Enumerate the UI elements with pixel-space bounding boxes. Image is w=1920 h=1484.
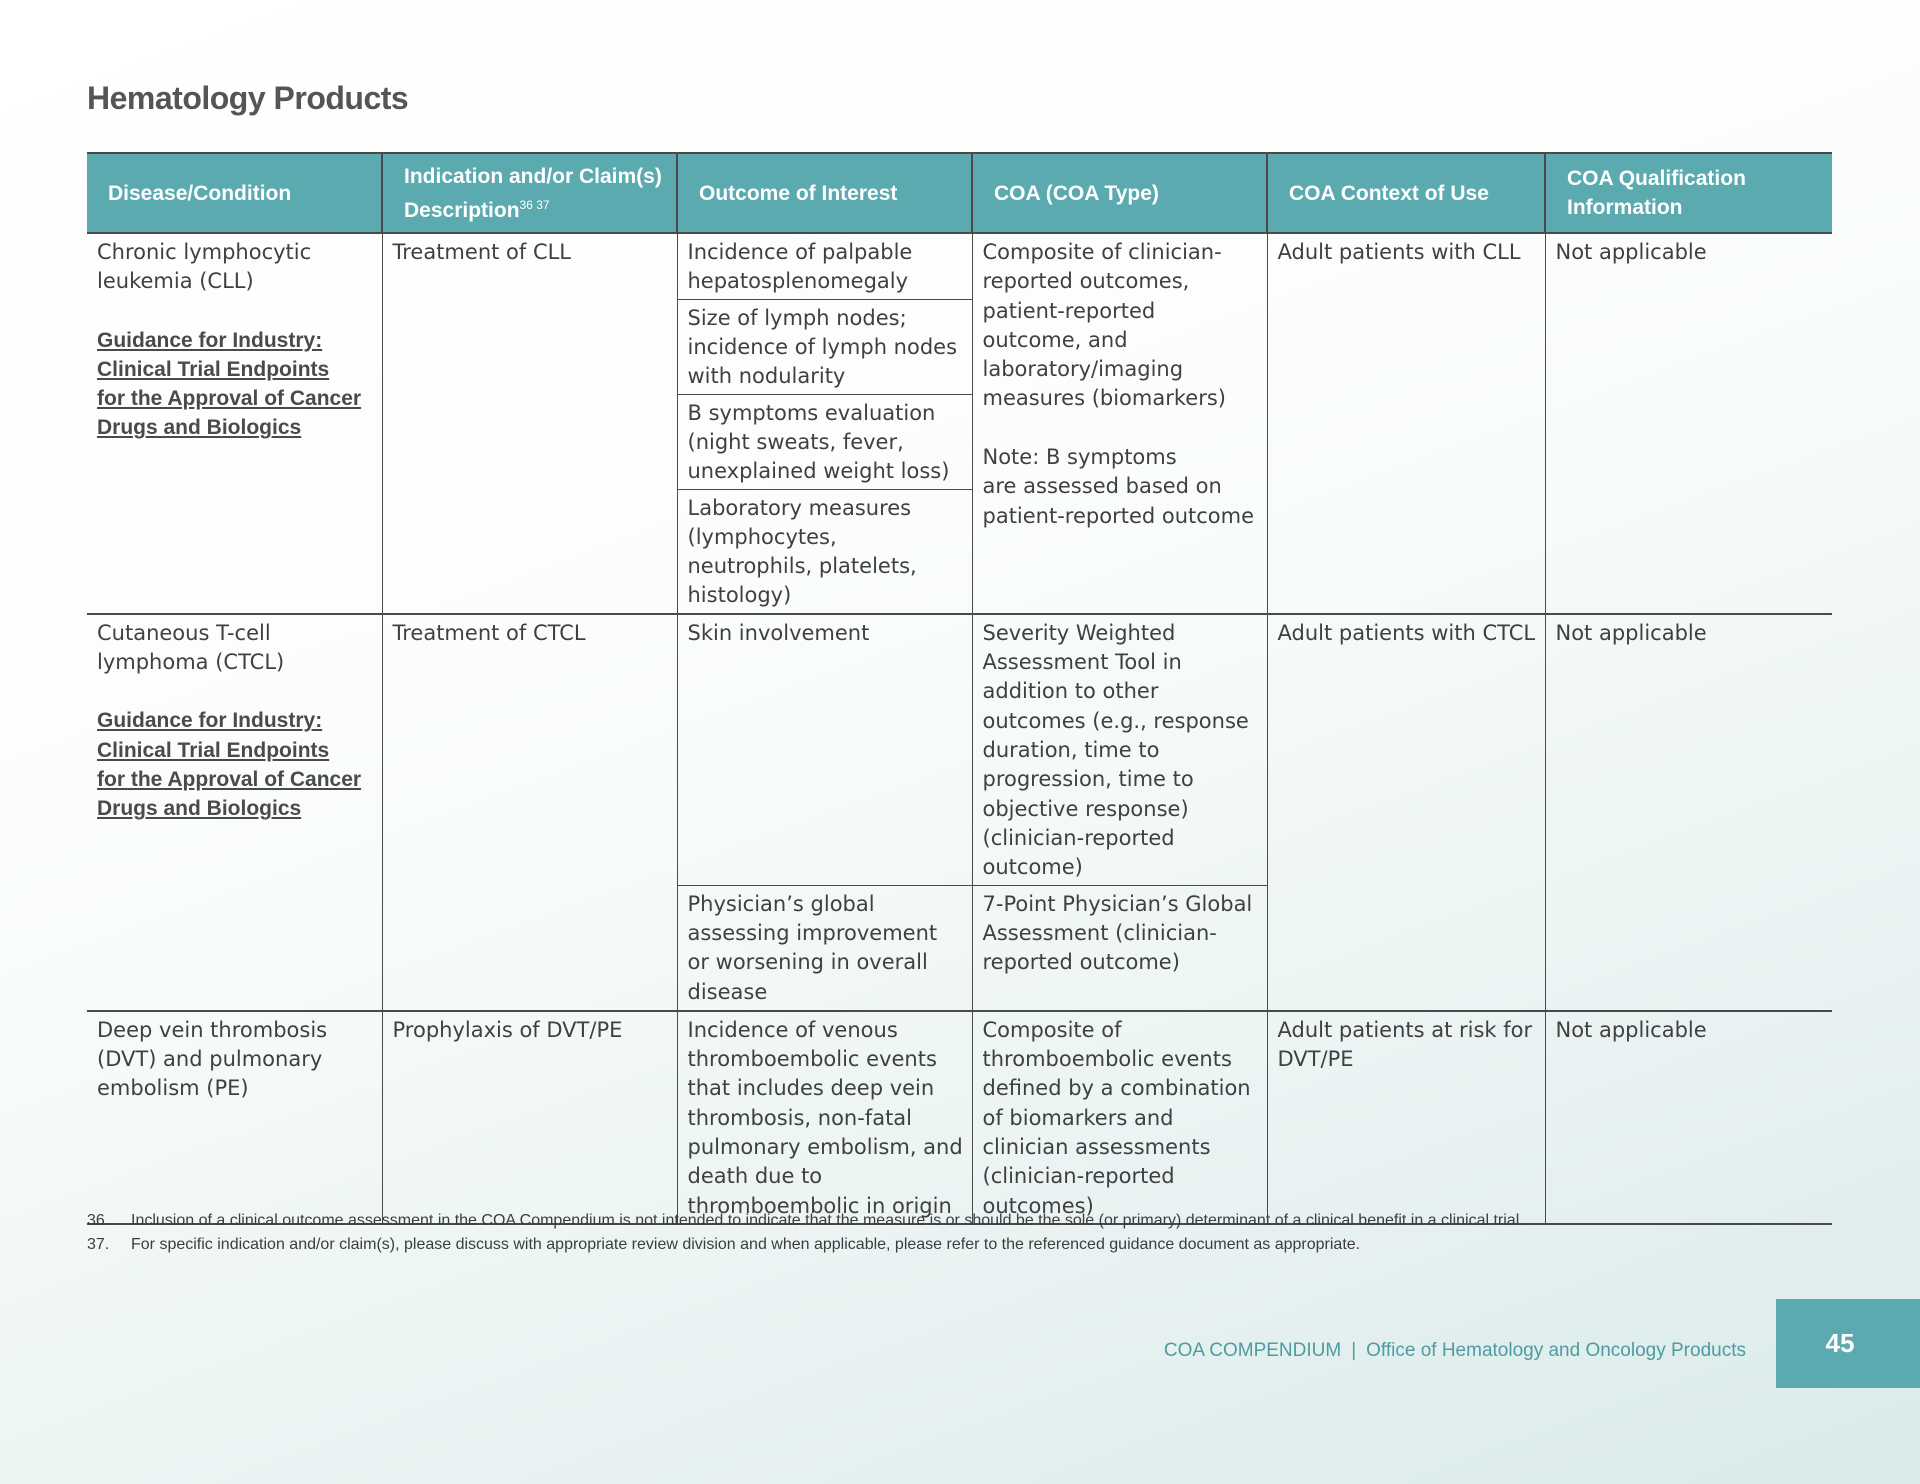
dvt-outcome: Incidence of venous thromboembolic events that includes deep vein thrombosis, non-fatal pulmonary embolism, and death due to thromboembolic in origin: [677, 1011, 972, 1224]
cll-outcome-4: Laboratory measures (lymphocytes, neutrophils, platelets, histology): [677, 489, 972, 614]
footnote-number: 37.: [87, 1236, 110, 1253]
hematology-table: [87, 152, 1832, 1225]
footnote-text: Inclusion of a clinical outcome assessment in the COA Compendium is not intended to indicate that the measure is or should be the sole (or primary) determinant of a clinical benefit in a clinical trial.: [131, 1212, 1524, 1229]
dvt-qualification: Not applicable: [1545, 1011, 1832, 1224]
ctcl-indication: Treatment of CTCL: [382, 614, 677, 1011]
dvt-coa: Composite of thromboembolic events defined by a combination of biomarkers and clinician assessments (clinician-reported outcomes): [972, 1011, 1267, 1224]
table-header-row: [87, 153, 1832, 233]
cll-outcome-1: Incidence of palpable hepatosplenomegaly: [677, 233, 972, 299]
footer-office: Office of Hematology and Oncology Products: [1366, 1340, 1746, 1361]
footnote-number: 36.: [87, 1212, 110, 1229]
ctcl-guidance-link[interactable]: Guidance for Industry: Clinical Trial Endpoints for the Approval of Cancer Drugs and Biologics: [97, 709, 362, 821]
cll-disease-cell: [87, 233, 382, 614]
cll-indication: Treatment of CLL: [382, 233, 677, 614]
table-row: [87, 1011, 1832, 1224]
header-outcome: Outcome of Interest: [677, 153, 972, 233]
page-title: Hematology Products: [87, 80, 409, 116]
cll-disease: Chronic lymphocytic leukemia (CLL): [97, 240, 312, 294]
ctcl-context: Adult patients with CTCL: [1267, 614, 1545, 1011]
footnote-37: [87, 1233, 1867, 1257]
footnotes: [87, 1209, 1867, 1257]
header-indication: [382, 153, 677, 233]
ctcl-outcome-1: Skin involvement: [677, 614, 972, 886]
cll-coa: Composite of clinician-reported outcomes, patient-reported outcome, and laboratory/imaging measures (biomarkers) Note: B symptoms are assessed based on patient-reported outcome: [972, 233, 1267, 614]
header-context: COA Context of Use: [1267, 153, 1545, 233]
ctcl-coa-2: 7-Point Physician’s Global Assessment (clinician-reported outcome): [972, 885, 1267, 1011]
table-row: [87, 233, 1832, 299]
header-disease: Disease/Condition: [87, 153, 382, 233]
footer: [1164, 1340, 1746, 1362]
ctcl-outcome-2: Physician’s global assessing improvement or worsening in overall disease: [677, 885, 972, 1011]
header-coa: COA (COA Type): [972, 153, 1267, 233]
footer-publication: COA COMPENDIUM: [1163, 1340, 1342, 1361]
dvt-disease: Deep vein thrombosis (DVT) and pulmonary embolism (PE): [87, 1011, 382, 1224]
page-number-box: [1776, 1299, 1920, 1388]
page-number: 45: [1825, 1328, 1855, 1358]
cll-outcome-3: B symptoms evaluation (night sweats, fever, unexplained weight loss): [677, 394, 972, 489]
ctcl-disease: Cutaneous T-cell lymphoma (CTCL): [97, 620, 285, 675]
dvt-indication: Prophylaxis of DVT/PE: [382, 1011, 677, 1224]
footnote-36: [87, 1209, 1867, 1233]
cll-qualification: Not applicable: [1545, 233, 1832, 614]
footnote-text: For specific indication and/or claim(s), please discuss with appropriate review division and when applicable, please refer to the referenced guidance document as appropriate.: [131, 1236, 1361, 1253]
ctcl-coa-1: Severity Weighted Assessment Tool in addition to other outcomes (e.g., response duration, time to progression, time to objective response) (clinician-reported outcome): [972, 614, 1267, 886]
ctcl-disease-cell: [87, 614, 382, 1011]
header-indication-footnote-refs: 36 37: [519, 197, 550, 212]
header-qualification: COA Qualification Information: [1545, 153, 1832, 233]
header-indication-label: Indication and/or Claim(s) Description: [404, 164, 662, 222]
footer-separator: |: [1351, 1340, 1357, 1361]
cll-outcome-2: Size of lymph nodes; incidence of lymph nodes with nodularity: [677, 299, 972, 394]
table-row: [87, 614, 1832, 886]
cll-context: Adult patients with CLL: [1267, 233, 1545, 614]
cll-guidance-link[interactable]: Guidance for Industry: Clinical Trial Endpoints for the Approval of Cancer Drugs and Biologics: [97, 328, 362, 440]
ctcl-qualification: Not applicable: [1545, 614, 1832, 1011]
dvt-context: Adult patients at risk for DVT/PE: [1267, 1011, 1545, 1224]
